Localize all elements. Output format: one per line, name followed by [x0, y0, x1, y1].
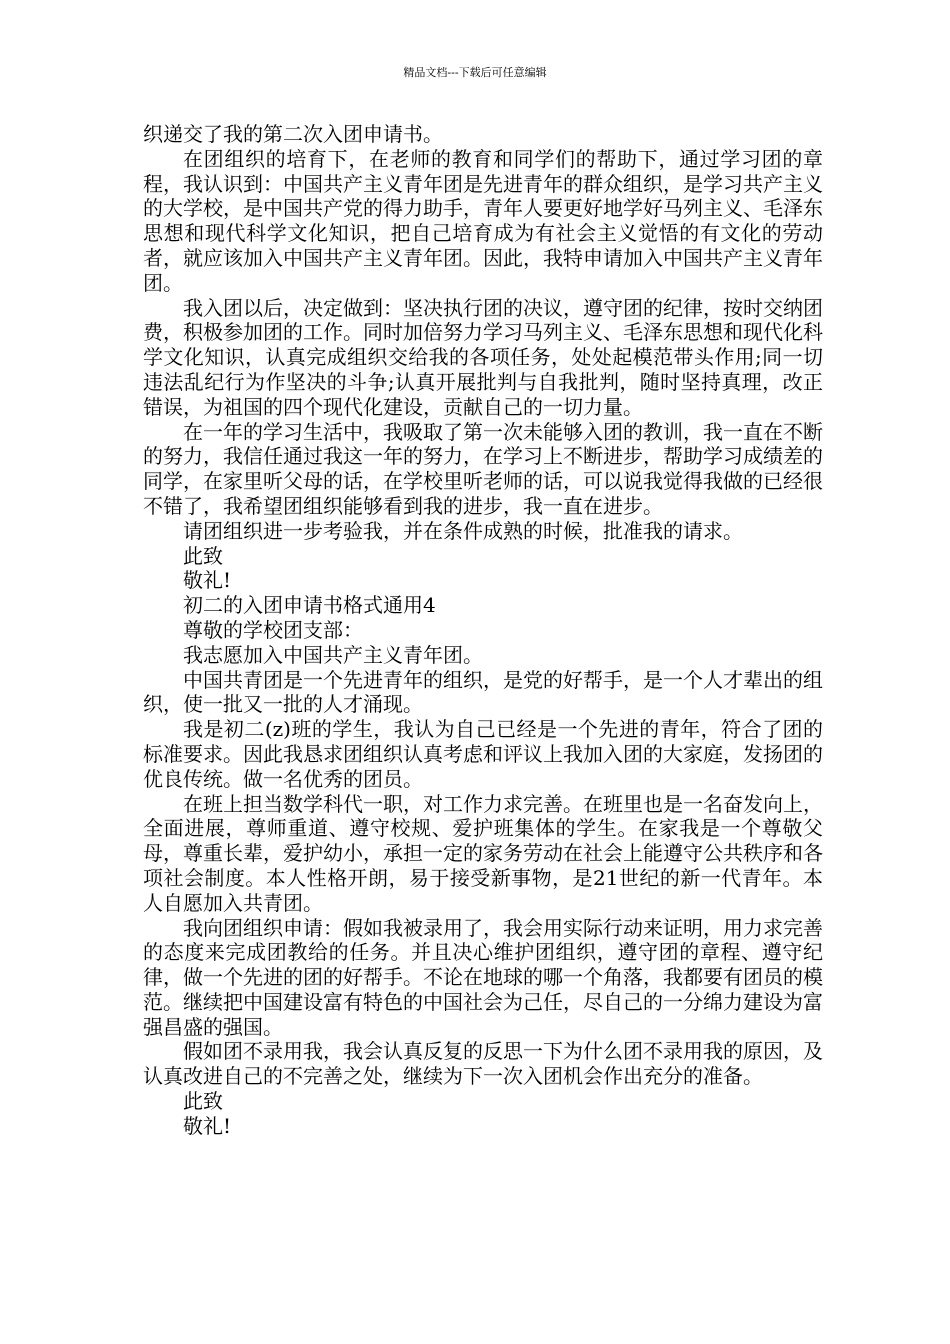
section-heading: 初二的入团申请书格式通用4	[183, 593, 436, 618]
closing-salutation-2: 此致	[183, 1089, 223, 1114]
paragraph-10: 中国共青团是一个先进青年的组织，是党的好帮手，是一个人才辈出的组织，使一批又一批的人才涌现。	[143, 667, 823, 717]
paragraph-1: 在团组织的培育下，在老师的教育和同学们的帮助下，通过学习团的章程，我认识到：中国共产主义青年团是先进青年的群众组织，是学习共产主义的大学校，是中国共产党的得力助手，青年人要更好地学好马列主义、毛泽东思想和现代科学文化知识，把自己培育成为有社会主义觉悟的有文化的劳动者，就应该加入中国共产主义青年团。因此，我特申请加入中国共产主义青年团。	[143, 146, 823, 295]
paragraph-0: 织递交了我的第二次入团申请书。	[143, 122, 443, 146]
closing-regards-1: 敬礼!	[183, 568, 232, 593]
paragraph-12: 在班上担当数学科代一职，对工作力求完善。在班里也是一名奋发向上，全面进展，尊师重道、遵守校规、爱护班集体的学生。在家我是一个尊敬父母，尊重长辈，爱护幼小，承担一定的家务劳动在社会上能遵守公共秩序和各项社会制度。本人性格开朗，易于接受新事物，是21世纪的新一代青年。本人自愿加入共青团。	[143, 791, 823, 915]
paragraph-13: 我向团组织申请：假如我被录用了，我会用实际行动来证明，用力求完善的态度来完成团教给的任务。并且决心维护团组织，遵守团的章程、遵守纪律，做一个先进的团的好帮手。不论在地球的哪一个角落，我都要有团员的模范。继续把中国建设富有特色的中国社会为己任，尽自己的一分绵力建设为富强昌盛的强国。	[143, 915, 823, 1039]
closing-salutation-1: 此致	[183, 543, 223, 568]
paragraph-4: 请团组织进一步考验我，并在条件成熟的时候，批准我的请求。	[183, 518, 743, 543]
paragraph-2: 我入团以后，决定做到：坚决执行团的决议，遵守团的纪律，按时交纳团费，积极参加团的工作。同时加倍努力学习马列主义、毛泽东思想和现代化科学文化知识，认真完成组织交给我的各项任务，处处起模范带头作用;同一切违法乱纪行为作坚决的斗争;认真开展批判与自我批判，随时坚持真理，改正错误，为祖国的四个现代化建设，贡献自己的一切力量。	[143, 295, 823, 419]
addressee: 尊敬的学校团支部：	[183, 617, 363, 642]
paragraph-11: 我是初二(z)班的学生，我认为自己已经是一个先进的青年，符合了团的标准要求。因此我恳求团组织认真考虑和评议上我加入团的大家庭，发扬团的优良传统。做一名优秀的团员。	[143, 717, 823, 791]
paragraph-9: 我志愿加入中国共产主义青年团。	[183, 642, 483, 667]
document-body	[143, 122, 823, 1139]
paragraph-14: 假如团不录用我，我会认真反复的反思一下为什么团不录用我的原因，及认真改进自己的不完善之处，继续为下一次入团机会作出充分的准备。	[143, 1039, 823, 1089]
page-header: 精品文档---下载后可任意编辑	[403, 66, 547, 79]
closing-regards-2: 敬礼!	[183, 1113, 232, 1138]
paragraph-3: 在一年的学习生活中，我吸取了第一次未能够入团的教训，我一直在不断的努力，我信任通过我这一年的努力，在学习上不断进步，帮助学习成绩差的同学，在家里听父母的话，在学校里听老师的话，可以说我觉得我做的已经很不错了，我希望团组织能够看到我的进步，我一直在进步。	[143, 419, 823, 518]
